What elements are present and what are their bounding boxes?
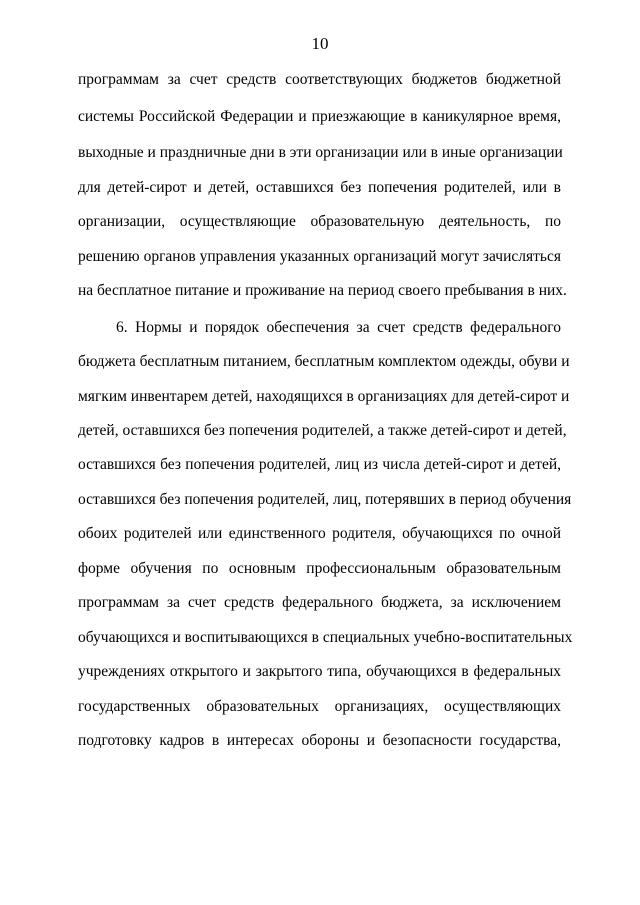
page-number: 10 (311, 34, 329, 53)
text-line: обоих родителей или единственного родителя, обучающихся по очной (78, 525, 561, 542)
text-line: на бесплатное питание и проживание на период своего пребывания в них. (78, 282, 567, 299)
text-line: 6. Нормы и порядок обеспечения за счет средств федерального (116, 319, 561, 336)
text-line: программам за счет средств федерального бюджета, за исключением (78, 594, 561, 611)
text-line: государственных образовательных организациях, осуществляющих (78, 698, 561, 715)
text-line: подготовку кадров в интересах обороны и безопасности государства, (78, 732, 561, 749)
text-line: детей, оставшихся без попечения родителей, а также детей-сирот и детей, (78, 422, 567, 439)
text-line: решению органов управления указанных организаций могут зачисляться (78, 248, 561, 265)
text-line: для детей-сирот и детей, оставшихся без попечения родителей, или в (78, 179, 561, 196)
text-line: бюджета бесплатным питанием, бесплатным комплектом одежды, обуви и (78, 353, 570, 370)
text-line: организации, осуществляющие образовательную деятельность, по (78, 213, 561, 230)
text-line: учреждениях открытого и закрытого типа, обучающихся в федеральных (78, 663, 561, 680)
text-line: программам за счет средств соответствующих бюджетов бюджетной (78, 71, 561, 88)
text-line: оставшихся без попечения родителей, лиц из числа детей-сирот и детей, (78, 456, 561, 473)
text-line: мягким инвентарем детей, находящихся в организациях для детей-сирот и (78, 388, 570, 405)
text-line: форме обучения по основным профессиональным образовательным (78, 560, 561, 577)
text-line: оставшихся без попечения родителей, лиц, потерявших в период обучения (78, 491, 572, 508)
text-line: выходные и праздничные дни в эти организации или в иные организации (78, 144, 563, 161)
text-line: системы Российской Федерации и приезжающие в каникулярное время, (78, 108, 561, 125)
text-line: обучающихся и воспитывающихся в специальных учебно-воспитательных (78, 629, 573, 646)
